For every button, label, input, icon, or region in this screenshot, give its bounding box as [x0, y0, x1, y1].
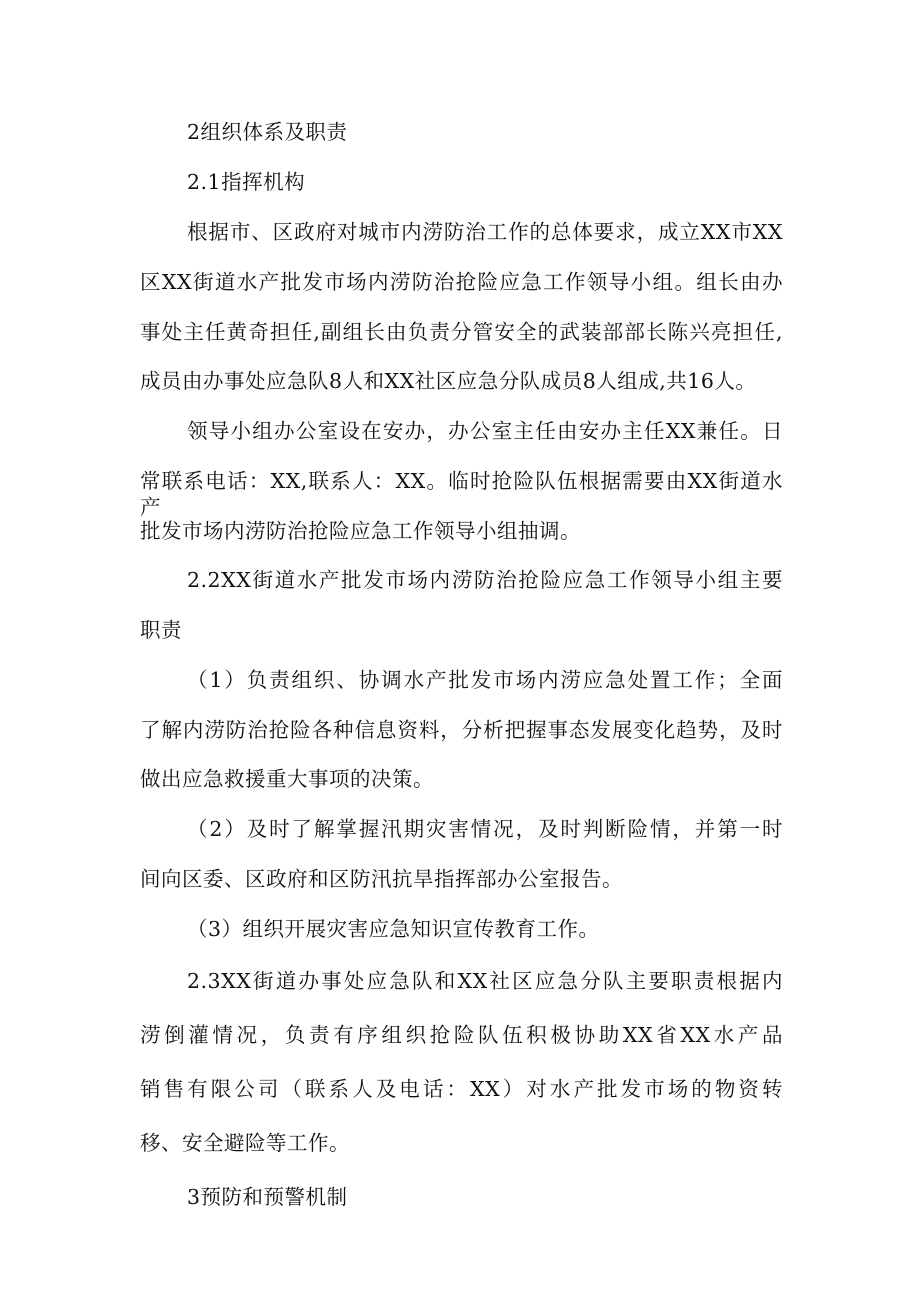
list-item-2-cont: 间向区委、区政府和区防汛抗旱指挥部办公室报告。: [140, 867, 623, 891]
paragraph-line: 常联系电话：XX,联系人：XX。临时抢险队伍根据需要由XX街道水产: [140, 469, 783, 519]
list-item-1: （1）负责组织、协调水产批发市场内涝应急处置工作；全面: [187, 668, 783, 692]
heading-section-2-2-cont: 职责: [140, 618, 182, 642]
list-item-1-cont: 做出应急救援重大事项的决策。: [140, 767, 434, 791]
heading-section-2-2: 2.2XX街道水产批发市场内涝防治抢险应急工作领导小组主要: [187, 568, 783, 592]
paragraph-line: 销售有限公司（联系人及电话：XX）对水产批发市场的物资转: [140, 1077, 783, 1101]
heading-section-2: 2组织体系及职责: [187, 120, 348, 144]
list-item-3: （3）组织开展灾害应急知识宣传教育工作。: [187, 917, 600, 941]
list-item-2: （2）及时了解掌握汛期灾害情况，及时判断险情，并第一时: [187, 817, 783, 841]
paragraph-line: 事处主任黄奇担任,副组长由负责分管安全的武装部部长陈兴亮担任,: [140, 320, 783, 344]
heading-section-2-3: 2.3XX街道办事处应急队和XX社区应急分队主要职责根据内: [187, 969, 783, 993]
paragraph-line: 根据市、区政府对城市内涝防治工作的总体要求，成立XX市XX: [187, 220, 783, 244]
paragraph-line: 区XX街道水产批发市场内涝防治抢险应急工作领导小组。组长由办: [140, 270, 783, 294]
paragraph-line: 批发市场内涝防治抢险应急工作领导小组抽调。: [140, 519, 581, 543]
list-item-1-cont: 了解内涝防治抢险各种信息资料，分析把握事态发展变化趋势，及时: [140, 718, 783, 742]
heading-section-3: 3预防和预警机制: [187, 1185, 348, 1209]
heading-section-2-1: 2.1指挥机构: [187, 170, 306, 194]
paragraph-line: 成员由办事处应急队8人和XX社区应急分队成员8人组成,共16人。: [140, 369, 757, 393]
paragraph-line: 领导小组办公室设在安办，办公室主任由安办主任XX兼任。日: [187, 419, 783, 443]
paragraph-line: 涝倒灌情况，负责有序组织抢险队伍积极协助XX省XX水产品: [140, 1023, 783, 1047]
paragraph-line: 移、安全避险等工作。: [140, 1131, 350, 1155]
